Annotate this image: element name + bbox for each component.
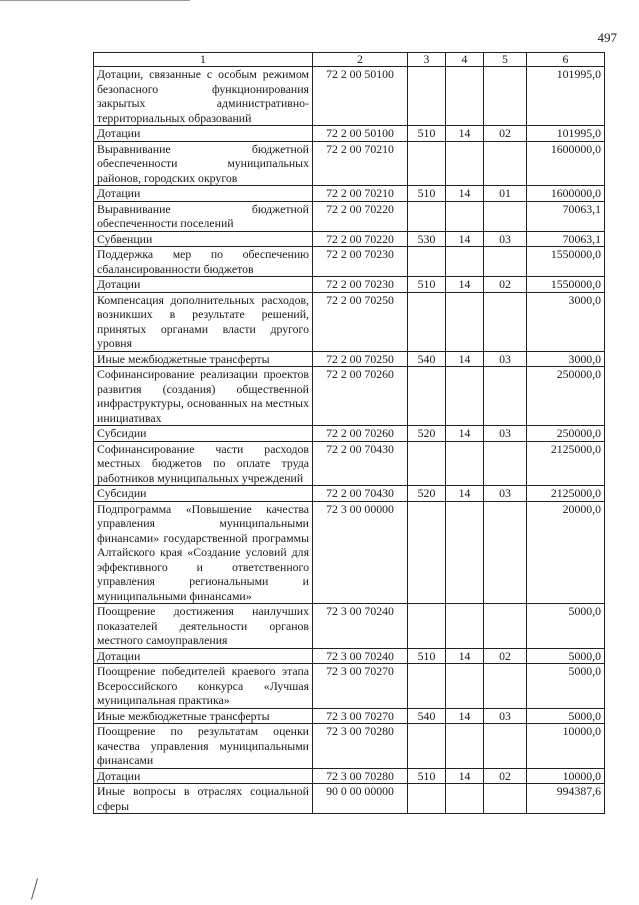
row-pr-cell bbox=[484, 201, 527, 231]
row-rz-cell: 14 bbox=[446, 231, 484, 247]
row-amount-cell: 250000,0 bbox=[527, 367, 605, 426]
row-rz-cell bbox=[446, 292, 484, 351]
row-code-cell: 72 3 00 70280 bbox=[313, 724, 408, 769]
row-name-cell: Софинансирование части расходов местных бюджетов по оплате труда работников муниципальных учреждений bbox=[94, 441, 313, 486]
row-vr-cell: 520 bbox=[408, 426, 446, 442]
header-cell-vr: 3 bbox=[408, 53, 446, 67]
row-vr-cell bbox=[408, 724, 446, 769]
row-pr-cell: 02 bbox=[484, 126, 527, 142]
row-code-cell: 72 2 00 70430 bbox=[313, 486, 408, 502]
row-pr-cell: 02 bbox=[484, 768, 527, 784]
row-vr-cell bbox=[408, 441, 446, 486]
row-code-cell: 72 2 00 70230 bbox=[313, 247, 408, 277]
row-rz-cell bbox=[446, 604, 484, 649]
row-rz-cell bbox=[446, 367, 484, 426]
row-name-cell: Дотации bbox=[94, 768, 313, 784]
row-pr-cell bbox=[484, 292, 527, 351]
row-rz-cell: 14 bbox=[446, 486, 484, 502]
row-vr-cell bbox=[408, 292, 446, 351]
header-cell-code: 2 bbox=[313, 53, 408, 67]
row-vr-cell: 510 bbox=[408, 186, 446, 202]
table-row bbox=[94, 486, 605, 502]
row-name-cell: Иные межбюджетные трансферты bbox=[94, 351, 313, 367]
row-vr-cell: 520 bbox=[408, 486, 446, 502]
row-amount-cell: 2125000,0 bbox=[527, 441, 605, 486]
row-pr-cell bbox=[484, 247, 527, 277]
table-row bbox=[94, 768, 605, 784]
row-vr-cell bbox=[408, 141, 446, 186]
budget-table bbox=[93, 52, 605, 814]
row-amount-cell: 10000,0 bbox=[527, 724, 605, 769]
row-name-cell: Выравнивание бюджетной обеспеченности муниципальных районов, городских округов bbox=[94, 141, 313, 186]
row-vr-cell bbox=[408, 201, 446, 231]
row-amount-cell: 5000,0 bbox=[527, 664, 605, 709]
row-rz-cell: 14 bbox=[446, 768, 484, 784]
row-name-cell: Субсидии bbox=[94, 486, 313, 502]
row-vr-cell bbox=[408, 664, 446, 709]
row-code-cell: 72 2 00 70220 bbox=[313, 231, 408, 247]
row-rz-cell: 14 bbox=[446, 648, 484, 664]
row-code-cell: 72 3 00 70240 bbox=[313, 604, 408, 649]
row-name-cell: Дотации bbox=[94, 648, 313, 664]
row-rz-cell: 14 bbox=[446, 351, 484, 367]
row-vr-cell bbox=[408, 501, 446, 604]
row-pr-cell: 03 bbox=[484, 426, 527, 442]
row-code-cell: 72 3 00 00000 bbox=[313, 501, 408, 604]
table-row bbox=[94, 277, 605, 293]
table-row bbox=[94, 292, 605, 351]
row-amount-cell: 5000,0 bbox=[527, 708, 605, 724]
row-amount-cell: 101995,0 bbox=[527, 126, 605, 142]
row-amount-cell: 3000,0 bbox=[527, 292, 605, 351]
row-code-cell: 72 3 00 70280 bbox=[313, 768, 408, 784]
row-rz-cell bbox=[446, 784, 484, 814]
row-code-cell: 72 2 00 70210 bbox=[313, 186, 408, 202]
row-name-cell: Субвенции bbox=[94, 231, 313, 247]
row-pr-cell bbox=[484, 501, 527, 604]
table-row bbox=[94, 351, 605, 367]
row-vr-cell: 530 bbox=[408, 231, 446, 247]
row-code-cell: 72 3 00 70270 bbox=[313, 664, 408, 709]
row-rz-cell bbox=[446, 664, 484, 709]
row-code-cell: 72 3 00 70270 bbox=[313, 708, 408, 724]
row-pr-cell bbox=[484, 604, 527, 649]
header-cell-pr: 5 bbox=[484, 53, 527, 67]
row-amount-cell: 1550000,0 bbox=[527, 277, 605, 293]
row-vr-cell bbox=[408, 784, 446, 814]
row-amount-cell: 250000,0 bbox=[527, 426, 605, 442]
header-cell-rz: 4 bbox=[446, 53, 484, 67]
row-code-cell: 72 2 00 50100 bbox=[313, 126, 408, 142]
row-name-cell: Подпрограмма «Повышение качества управления муниципальными финансами» государственной программы Алтайского края «Создание условий для эффективного и ответственного управления региональными и муниципальными финансами» bbox=[94, 501, 313, 604]
table-row bbox=[94, 247, 605, 277]
row-name-cell: Поощрение по результатам оценки качества управления муниципальными финансами bbox=[94, 724, 313, 769]
table-row bbox=[94, 426, 605, 442]
row-pr-cell: 01 bbox=[484, 186, 527, 202]
row-vr-cell bbox=[408, 67, 446, 126]
row-name-cell: Иные межбюджетные трансферты bbox=[94, 708, 313, 724]
table-row bbox=[94, 501, 605, 604]
row-code-cell: 72 2 00 70260 bbox=[313, 367, 408, 426]
row-pr-cell bbox=[484, 784, 527, 814]
row-rz-cell: 14 bbox=[446, 126, 484, 142]
table-row bbox=[94, 231, 605, 247]
row-amount-cell: 1600000,0 bbox=[527, 141, 605, 186]
row-name-cell: Дотации bbox=[94, 277, 313, 293]
row-rz-cell: 14 bbox=[446, 708, 484, 724]
row-rz-cell: 14 bbox=[446, 426, 484, 442]
row-code-cell: 72 2 00 70250 bbox=[313, 351, 408, 367]
row-amount-cell: 5000,0 bbox=[527, 604, 605, 649]
table-row bbox=[94, 126, 605, 142]
row-amount-cell: 20000,0 bbox=[527, 501, 605, 604]
row-amount-cell: 3000,0 bbox=[527, 351, 605, 367]
row-pr-cell: 02 bbox=[484, 277, 527, 293]
row-name-cell: Поддержка мер по обеспечению сбалансированности бюджетов bbox=[94, 247, 313, 277]
table-row bbox=[94, 186, 605, 202]
row-name-cell: Компенсация дополнительных расходов, возникших в результате решений, принятых органами власти другого уровня bbox=[94, 292, 313, 351]
row-vr-cell: 510 bbox=[408, 126, 446, 142]
table-row bbox=[94, 201, 605, 231]
row-name-cell: Выравнивание бюджетной обеспеченности поселений bbox=[94, 201, 313, 231]
row-rz-cell bbox=[446, 724, 484, 769]
row-rz-cell bbox=[446, 247, 484, 277]
row-pr-cell bbox=[484, 67, 527, 126]
row-code-cell: 72 2 00 50100 bbox=[313, 67, 408, 126]
row-code-cell: 72 2 00 70430 bbox=[313, 441, 408, 486]
row-vr-cell: 510 bbox=[408, 768, 446, 784]
row-pr-cell: 03 bbox=[484, 351, 527, 367]
row-code-cell: 72 2 00 70220 bbox=[313, 201, 408, 231]
row-name-cell: Дотации bbox=[94, 186, 313, 202]
row-name-cell: Поощрение достижения наилучших показателей деятельности органов местного самоуправления bbox=[94, 604, 313, 649]
row-code-cell: 72 2 00 70250 bbox=[313, 292, 408, 351]
row-name-cell: Дотации, связанные с особым режимом безопасного функционирования закрытых административно-территориальных образований bbox=[94, 67, 313, 126]
row-amount-cell: 2125000,0 bbox=[527, 486, 605, 502]
row-amount-cell: 70063,1 bbox=[527, 231, 605, 247]
table-row bbox=[94, 67, 605, 126]
margin-pen-mark bbox=[31, 878, 38, 899]
row-code-cell: 72 3 00 70240 bbox=[313, 648, 408, 664]
row-vr-cell: 510 bbox=[408, 648, 446, 664]
row-name-cell: Софинансирование реализации проектов развития (создания) общественной инфраструктуры, основанных на местных инициативах bbox=[94, 367, 313, 426]
top-rule bbox=[0, 0, 190, 1]
row-code-cell: 72 2 00 70210 bbox=[313, 141, 408, 186]
row-pr-cell: 02 bbox=[484, 648, 527, 664]
row-code-cell: 72 2 00 70260 bbox=[313, 426, 408, 442]
row-rz-cell bbox=[446, 201, 484, 231]
row-rz-cell bbox=[446, 441, 484, 486]
row-pr-cell: 03 bbox=[484, 708, 527, 724]
row-name-cell: Субсидии bbox=[94, 426, 313, 442]
row-rz-cell: 14 bbox=[446, 277, 484, 293]
row-vr-cell: 540 bbox=[408, 351, 446, 367]
row-name-cell: Поощрение победителей краевого этапа Всероссийского конкурса «Лучшая муниципальная практика» bbox=[94, 664, 313, 709]
header-cell-name: 1 bbox=[94, 53, 313, 67]
table-row bbox=[94, 724, 605, 769]
header-cell-amount: 6 bbox=[527, 53, 605, 67]
table-header-row bbox=[94, 53, 605, 67]
table-row bbox=[94, 708, 605, 724]
row-pr-cell bbox=[484, 724, 527, 769]
row-amount-cell: 101995,0 bbox=[527, 67, 605, 126]
row-amount-cell: 1600000,0 bbox=[527, 186, 605, 202]
row-name-cell: Дотации bbox=[94, 126, 313, 142]
row-rz-cell bbox=[446, 67, 484, 126]
page-number: 497 bbox=[597, 30, 617, 45]
row-pr-cell: 03 bbox=[484, 486, 527, 502]
row-amount-cell: 70063,1 bbox=[527, 201, 605, 231]
row-pr-cell bbox=[484, 141, 527, 186]
table-row bbox=[94, 604, 605, 649]
table-body bbox=[94, 67, 605, 814]
row-rz-cell: 14 bbox=[446, 186, 484, 202]
row-pr-cell bbox=[484, 441, 527, 486]
row-code-cell: 72 2 00 70230 bbox=[313, 277, 408, 293]
row-pr-cell bbox=[484, 664, 527, 709]
row-vr-cell bbox=[408, 604, 446, 649]
row-vr-cell bbox=[408, 247, 446, 277]
table-row bbox=[94, 784, 605, 814]
row-rz-cell bbox=[446, 501, 484, 604]
row-amount-cell: 5000,0 bbox=[527, 648, 605, 664]
row-pr-cell bbox=[484, 367, 527, 426]
row-vr-cell: 540 bbox=[408, 708, 446, 724]
row-pr-cell: 03 bbox=[484, 231, 527, 247]
table-row bbox=[94, 441, 605, 486]
row-rz-cell bbox=[446, 141, 484, 186]
table-row bbox=[94, 648, 605, 664]
row-vr-cell: 510 bbox=[408, 277, 446, 293]
row-amount-cell: 10000,0 bbox=[527, 768, 605, 784]
row-amount-cell: 1550000,0 bbox=[527, 247, 605, 277]
row-code-cell: 90 0 00 00000 bbox=[313, 784, 408, 814]
table-row bbox=[94, 664, 605, 709]
table-row bbox=[94, 367, 605, 426]
row-amount-cell: 994387,6 bbox=[527, 784, 605, 814]
table-row bbox=[94, 141, 605, 186]
row-name-cell: Иные вопросы в отраслях социальной сферы bbox=[94, 784, 313, 814]
row-vr-cell bbox=[408, 367, 446, 426]
